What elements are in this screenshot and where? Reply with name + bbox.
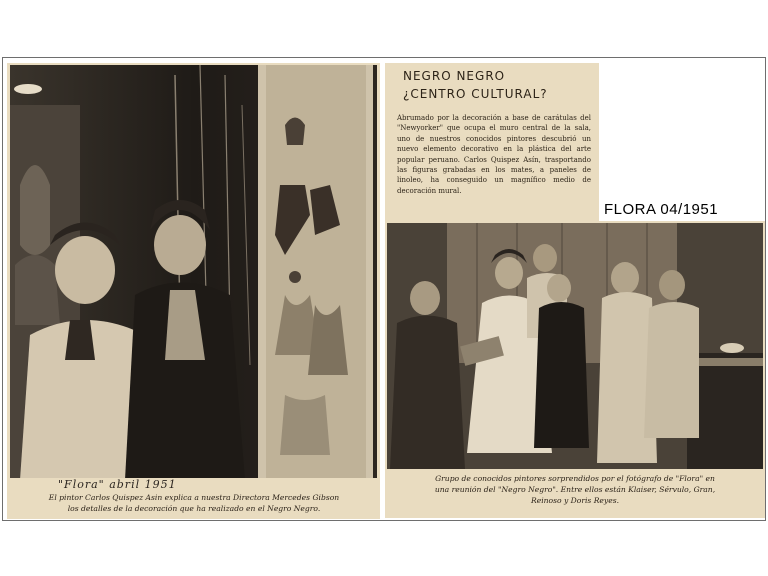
right-clipping xyxy=(385,221,765,518)
headline-clipping xyxy=(385,63,599,109)
right-caption-line-2: una reunión del "Negro Negro". Entre ellos están Klaiser, Sérvulo, Gran, xyxy=(434,485,716,494)
article-body-clipping xyxy=(385,109,599,221)
photo-painters-group xyxy=(387,223,763,469)
right-caption-line-3: Reinoso y Doris Reyes. xyxy=(530,496,620,505)
headline-line-2: ¿CENTRO CULTURAL? xyxy=(403,87,548,101)
handwritten-date: "Flora" abril 1951 xyxy=(58,478,177,491)
left-caption xyxy=(11,492,377,514)
left-caption-line-1: El pintor Carlos Quispez Asin explica a nuestra Directora Mercedes Gibson xyxy=(48,493,340,502)
right-caption xyxy=(389,473,761,506)
left-clipping xyxy=(7,63,380,519)
headline-line-1: NEGRO NEGRO xyxy=(403,69,506,83)
photo-painter-and-director xyxy=(10,65,377,478)
article-body: Abrumado por la decoración a base de carátulas del "Newyorker" que ocupa el muro central de la sala, uno de nuestros conocidos pintores descubrió un nuevo elemento decorativo en la plástica del arte popular peruano. Carlos Quispez Asín, trasportando las figuras grabadas en los mates, a paneles de linoleo, ha conseguido un magnífico medio de decoración mural. xyxy=(397,114,591,195)
left-caption-line-2: los detalles de la decoración que ha realizado en el Negro Negro. xyxy=(67,504,321,513)
flora-date-label: FLORA 04/1951 xyxy=(604,201,719,218)
right-caption-line-1: Grupo de conocidos pintores sorprendidos por el fotógrafo de "Flora" en xyxy=(435,474,715,483)
